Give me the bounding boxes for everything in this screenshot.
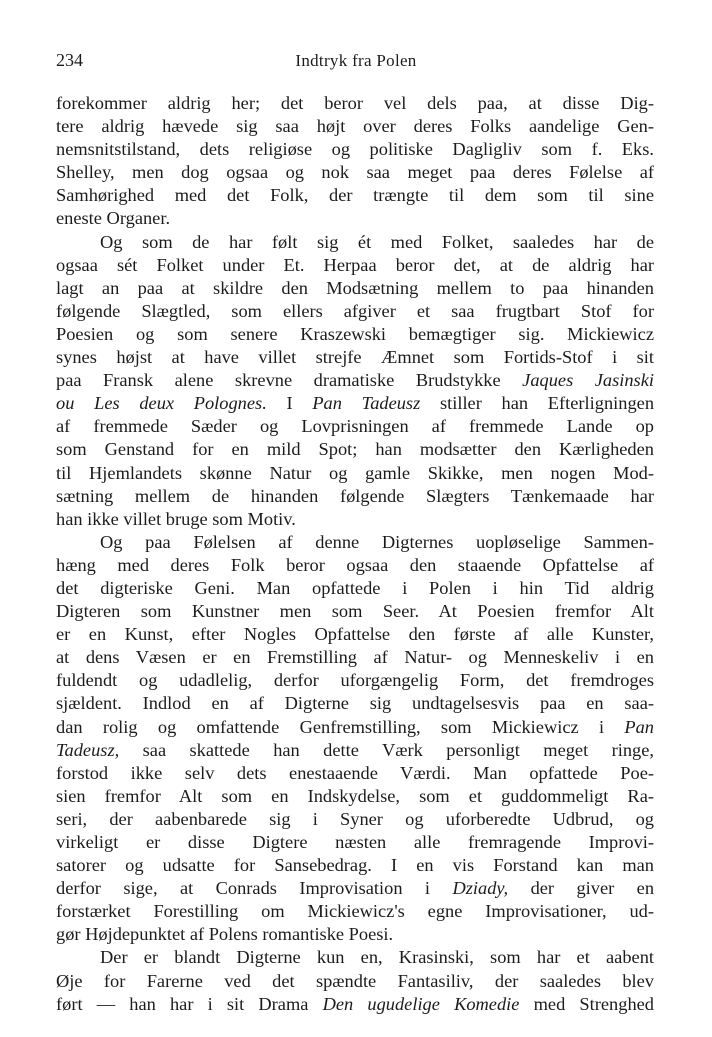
text-line — [56, 485, 654, 508]
text-line — [56, 946, 654, 969]
text-line — [56, 716, 654, 739]
text-run: I — [266, 393, 313, 414]
body-text — [56, 92, 654, 1016]
text-line — [56, 854, 654, 877]
text-line — [56, 623, 654, 646]
text-line — [56, 207, 654, 230]
text-line — [56, 161, 654, 184]
italic-title: Pan Tadeusz — [312, 393, 421, 414]
text-line — [56, 993, 654, 1016]
text-line — [56, 577, 654, 600]
italic-title: Pan — [624, 716, 654, 737]
italic-title: Dziady, — [452, 878, 509, 899]
text-run: fuldendt og udadlelig, derfor uforgængelig Form, det fremdroges — [56, 670, 654, 691]
text-line — [56, 831, 654, 854]
text-run: til Hjemlandets skønne Natur og gamle Skikke, men nogen Mod- — [56, 462, 654, 483]
text-run: med Strenghed — [519, 993, 654, 1014]
text-run: Der er blandt Digterne kun en, Krasinski, som har et aabent — [100, 947, 654, 968]
italic-title: Tadeusz, — [56, 739, 120, 760]
text-run: seri, der aabenbarede sig i Syner og uforberedte Udbrud, og — [56, 808, 654, 829]
text-line — [56, 785, 654, 808]
text-line — [56, 231, 654, 254]
text-run: lagt an paa at skildre den Modsætning mellem to paa hinanden — [56, 277, 654, 298]
text-run: sien fremfor Alt som en Indskydelse, som et guddommeligt Ra- — [56, 785, 654, 806]
text-run: dan rolig og omfattende Genfremstilling, som Mickiewicz i — [56, 716, 625, 737]
text-run: som Genstand for en mild Spot; han modsætter den Kærligheden — [56, 439, 654, 460]
text-line — [56, 254, 654, 277]
page-header — [56, 50, 656, 74]
text-line — [56, 415, 654, 438]
text-line — [56, 115, 654, 138]
text-run: nemsnitstilstand, dets religiøse og politiske Dagligliv som f. Eks. — [56, 139, 654, 160]
text-run: tere aldrig hævede sig saa højt over deres Folks aandelige Gen- — [56, 116, 654, 137]
text-line — [56, 877, 654, 900]
text-line — [56, 300, 654, 323]
text-run: forekommer aldrig her; det beror vel dels paa, at disse Dig- — [56, 93, 654, 113]
page-number: 234 — [56, 50, 83, 70]
text-run: at dens Væsen er en Fremstilling af Natur- og Menneskeliv i en — [56, 647, 654, 668]
text-line — [56, 92, 654, 115]
text-run: satorer og udsatte for Sansebedrag. I en vis Forstand kan man — [56, 855, 654, 876]
text-run: forstærket Forestilling om Mickiewicz's egne Improvisationer, ud- — [56, 901, 654, 922]
text-line — [56, 669, 654, 692]
text-run: synes højst at have villet strejfe Æmnet som Fortids-Stof i sit — [56, 347, 654, 368]
text-line — [56, 923, 654, 946]
text-line — [56, 646, 654, 669]
text-line — [56, 762, 654, 785]
text-run: er en Kunst, efter Nogles Opfattelse den første af alle Kunster, — [56, 624, 654, 645]
text-line — [56, 438, 654, 461]
text-run: følgende Slægtled, som ellers afgiver et saa frugtbart Stof for — [56, 300, 654, 321]
text-run: Poesien og som senere Kraszewski bemægtiger sig. Mickiewicz — [56, 323, 654, 344]
text-line — [56, 392, 654, 415]
text-line — [56, 184, 654, 207]
text-run: det digteriske Geni. Man opfattede i Polen i hin Tid aldrig — [56, 577, 654, 598]
text-line — [56, 600, 654, 623]
text-line — [56, 462, 654, 485]
text-run: Og paa Følelsen af denne Digternes uopløselige Sammen- — [100, 531, 654, 552]
text-run: Øje for Farerne ved det spændte Fantasiliv, der saaledes blev — [56, 970, 654, 991]
text-run: ført — han har i sit Drama — [56, 993, 323, 1014]
text-run: Digteren som Kunstner men som Seer. At Poesien fremfor Alt — [56, 601, 654, 622]
text-line — [56, 508, 654, 531]
text-line — [56, 970, 654, 993]
text-run: Shelley, men dog ogsaa og nok saa meget paa deres Følelse af — [56, 162, 654, 183]
text-run: paa Fransk alene skrevne dramatiske Brudstykke — [56, 370, 523, 391]
text-run: ogsaa sét Folket under Et. Herpaa beror det, at de aldrig har — [56, 254, 654, 275]
text-line — [56, 739, 654, 762]
text-line — [56, 531, 654, 554]
text-run: sjældent. Indlod en af Digterne sig undtagelsesvis paa en saa- — [56, 693, 654, 714]
text-run: saa skattede han dette Værk personligt meget ringe, — [119, 739, 654, 760]
text-run: stiller han Efterligningen — [420, 393, 655, 414]
text-line — [56, 900, 654, 923]
text-line — [56, 369, 654, 392]
text-run: virkeligt er disse Digtere næsten alle fremragende Improvi- — [56, 832, 654, 852]
text-run: derfor sige, at Conrads Improvisation i — [56, 878, 453, 899]
italic-title: ou Les deux Polognes. — [56, 393, 267, 414]
text-line — [56, 277, 654, 300]
text-line — [56, 554, 654, 577]
text-run: Samhørighed med det Folk, der trængte til dem som til sine — [56, 185, 654, 206]
running-title: Indtryk fra Polen — [295, 51, 417, 70]
text-line — [56, 323, 654, 346]
text-line — [56, 808, 654, 831]
italic-title: Jaques Jasinski — [522, 370, 654, 391]
text-run: af fremmede Sæder og Lovprisningen af fremmede Lande op — [56, 416, 654, 437]
text-run: eneste Organer. — [56, 208, 171, 229]
text-run: han ikke villet bruge som Motiv. — [56, 508, 296, 529]
text-run: Og som de har følt sig ét med Folket, saaledes har de — [100, 231, 654, 252]
text-line — [56, 346, 654, 369]
text-run: sætning mellem de hinanden følgende Slægters Tænkemaade har — [56, 485, 654, 506]
text-line — [56, 692, 654, 715]
text-run: forstod ikke selv dets enestaaende Værdi. Man opfattede Poe- — [56, 762, 654, 783]
text-run: hæng med deres Folk beror ogsaa den staaende Opfattelse af — [56, 554, 654, 575]
text-line — [56, 138, 654, 161]
text-run: der giver en — [508, 878, 655, 899]
text-run: gør Højdepunktet af Polens romantiske Poesi. — [56, 924, 394, 945]
italic-title: Den ugudelige Komedie — [322, 993, 520, 1014]
